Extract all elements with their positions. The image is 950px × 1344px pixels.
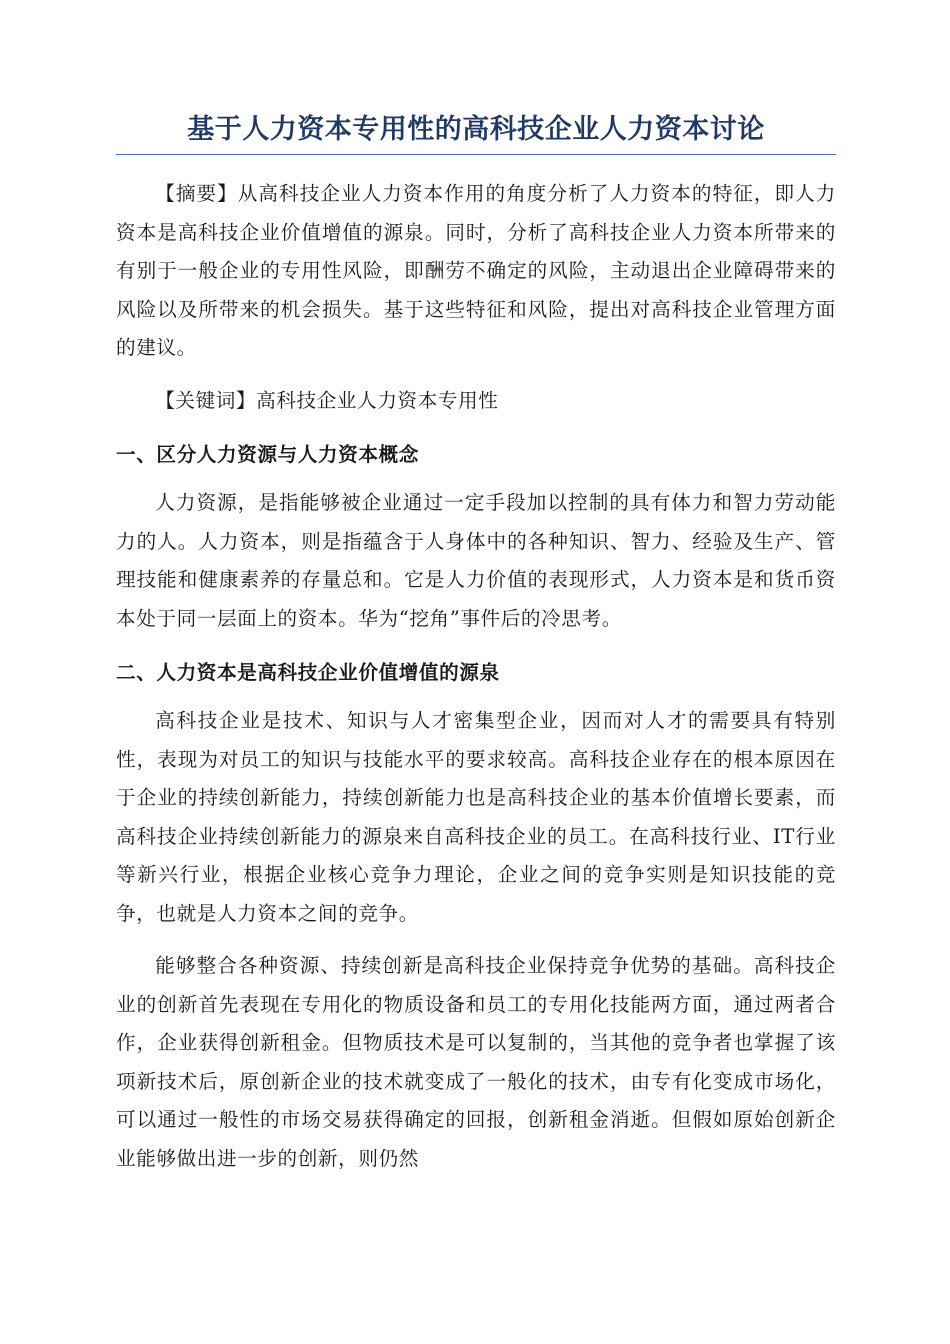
abstract-paragraph: 【摘要】从高科技企业人力资本作用的角度分析了人力资本的特征，即人力资本是高科技企业价值增值的源泉。同时，分析了高科技企业人力资本所带来的有别于一般企业的专用性风险，即酬劳不确定的风险，主动退出企业障碍带来的风险以及所带来的机会损失。基于这些特征和风险，提出对高科技企业管理方面的建议。 (116, 182, 836, 359)
section-2-paragraph-1: 高科技企业是技术、知识与人才密集型企业，因而对人才的需要具有特别性，表现为对员工的知识与技能水平的要求较高。高科技企业存在的根本原因在于企业的持续创新能力，持续创新能力也是高科技企业的基本价值增长要素，而高科技企业持续创新能力的源泉来自高科技企业的员工。在高科技行业、IT行业等新兴行业，根据企业核心竞争力理论，企业之间的竞争实则是知识技能的竞争，也就是人力资本之间的竞争。 (116, 709, 836, 925)
section-1-paragraph-1: 人力资源，是指能够被企业通过一定手段加以控制的具有体力和智力劳动能力的人。人力资本，则是指蕴含于人身体中的各种知识、智力、经验及生产、管理技能和健康素养的存量总和。它是人力价值的表现形式，人力资本是和货币资本处于同一层面上的资本。华为“挖角”事件后的冷思考。 (116, 491, 836, 630)
section-2-heading: 二、人力资本是高科技企业价值增值的源泉 (116, 661, 500, 684)
keywords-paragraph: 【关键词】高科技企业人力资本专用性 (155, 388, 499, 412)
document-title: 基于人力资本专用性的高科技企业人力资本讨论 (116, 110, 836, 155)
document-page (116, 110, 836, 1178)
section-2-paragraph-2: 能够整合各种资源、持续创新是高科技企业保持竞争优势的基础。高科技企业的创新首先表现在专用化的物质设备和员工的专用化技能两方面，通过两者合作，企业获得创新租金。但物质技术是可以复制的，当其他的竞争者也掌握了该项新技术后，原创新企业的技术就变成了一般化的技术，由专有化变成市场化，可以通过一般性的市场交易获得确定的回报，创新租金消逝。但假如原始创新企业能够做出进一步的创新，则仍然 (116, 954, 836, 1170)
section-1-heading: 一、区分人力资源与人力资本概念 (116, 443, 419, 466)
